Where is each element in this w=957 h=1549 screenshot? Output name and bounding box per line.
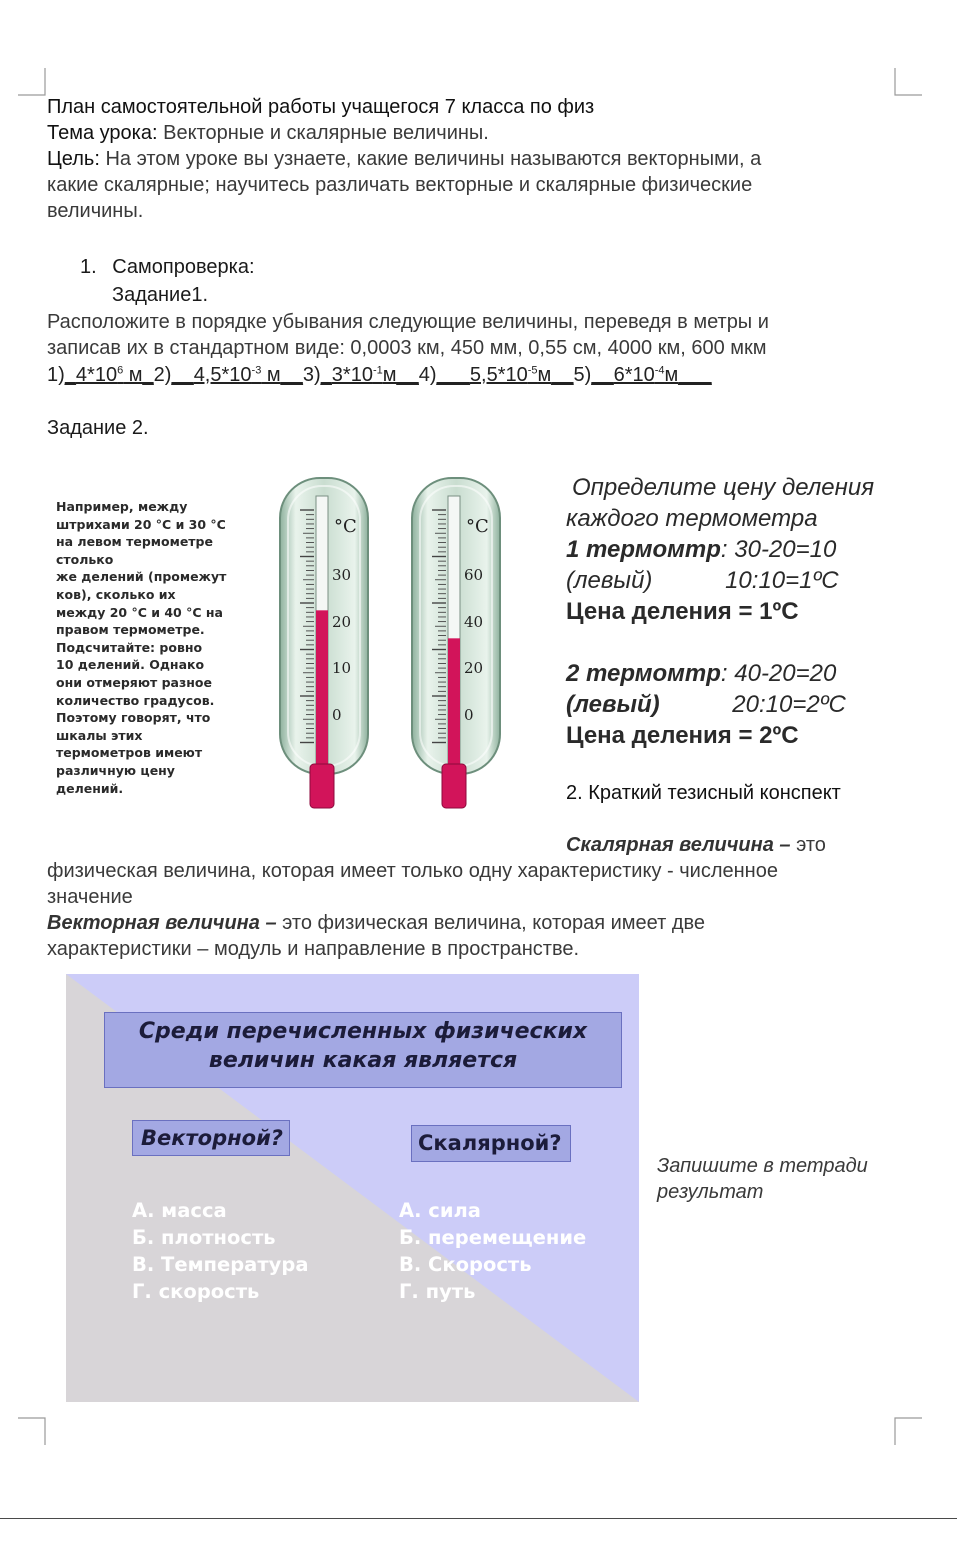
write-result-line1: Запишите в тетради xyxy=(657,1155,868,1177)
write-result-note xyxy=(657,1153,868,1205)
scalar-label: Скалярной? xyxy=(418,1131,562,1155)
thermo-tick-label: 0 xyxy=(464,706,474,724)
thermometer-2-side: (левый) xyxy=(566,691,660,718)
solution-line1: Определите цену деления xyxy=(572,474,875,501)
crop-mark-bottom-left xyxy=(18,1416,48,1446)
thermometer-note xyxy=(56,498,256,797)
header-block xyxy=(47,94,907,224)
answer-3-prefix: 3) xyxy=(302,364,321,386)
note-line: Например, между xyxy=(56,499,188,514)
note-line: столько xyxy=(56,551,114,567)
thermo-tick-label: 30 xyxy=(332,566,352,584)
quiz-slide xyxy=(66,974,639,1402)
thermometer-2-formula: : 40-20=20 xyxy=(720,660,837,687)
list-item: В. Скорость xyxy=(399,1253,532,1276)
answer-1-prefix: 1) xyxy=(47,364,65,386)
answer-3-value: 3*10 xyxy=(331,364,373,386)
thermometer-1-price: Цена деления = 1ºC xyxy=(566,598,799,625)
selfcheck-number: 1. xyxy=(80,256,97,278)
note-line: между 20 °С и 40 °С на xyxy=(56,604,223,620)
solution-block xyxy=(566,472,946,751)
thermo-mercury-column xyxy=(448,638,460,768)
note-line: термометров имеют xyxy=(56,745,203,761)
thermometer-1-formula: : 30-20=10 xyxy=(720,536,837,563)
thermometer-right xyxy=(402,472,512,812)
answer-4-value: 5,5*10 xyxy=(469,364,528,386)
vector-term: Векторная величина – xyxy=(47,912,277,934)
answer-5-prefix: 5) xyxy=(573,364,592,386)
thermometer-1-expr xyxy=(566,534,946,565)
scalar-definition-line2: физическая величина, которая имеет только одну характеристику - численное xyxy=(47,860,778,882)
note-line: они отмеряют разное xyxy=(56,674,212,690)
answer-2-exp: -3 xyxy=(251,364,262,377)
answer-5-value: 6*10 xyxy=(613,364,655,386)
quiz-question xyxy=(104,1017,622,1075)
note-line: ков), сколько их xyxy=(56,586,176,602)
thermometer-1-division: 10:10=1ºC xyxy=(725,567,839,594)
thermometer-2-calc xyxy=(566,689,946,720)
goal-text-line2: какие скалярные; научитесь различать векторные и скалярные физические xyxy=(47,174,753,196)
task1-line2: записав их в стандартном виде: 0,0003 км, 450 мм, 0,55 см, 4000 км, 600 мкм xyxy=(47,337,767,359)
scalar-definition-line1 xyxy=(47,832,927,858)
write-result-line2: результат xyxy=(657,1181,764,1203)
scalar-def-start: это xyxy=(790,834,826,856)
thermo-bulb xyxy=(442,764,466,808)
thermometer-1-side: (левый) xyxy=(566,567,653,594)
scalar-definition-line3: значение xyxy=(47,886,133,908)
thermo-tick-label: 20 xyxy=(464,659,484,677)
thermo-tick-label: 20 xyxy=(332,613,352,631)
thermometer-2-label: 2 термомтр xyxy=(566,660,721,687)
answer-1-value: 4*10 xyxy=(75,364,118,386)
answer-3-exp: -1 xyxy=(372,364,383,377)
answer-1-exp: 6 xyxy=(117,364,124,377)
list-item: А. сила xyxy=(399,1199,481,1222)
task2-title: Задание 2. xyxy=(47,417,149,439)
list-item: А. масса xyxy=(132,1199,227,1222)
thermometer-1-label: 1 термомтр xyxy=(566,536,721,563)
note-line: 10 делений. Однако xyxy=(56,657,205,673)
answer-2-unit: м xyxy=(261,364,281,386)
note-line: правом термометре. xyxy=(56,622,205,638)
note-line: же делений (промежут xyxy=(56,569,227,585)
list-item: Г. путь xyxy=(399,1280,476,1303)
answer-1-unit: м xyxy=(123,364,143,386)
summary-definitions xyxy=(47,832,927,962)
crop-mark-bottom-right xyxy=(893,1416,923,1446)
thermometer-left xyxy=(270,472,380,812)
thermo-tick-label: 60 xyxy=(464,566,484,584)
goal-text-line3: величины. xyxy=(47,200,144,222)
answer-4-prefix: 4) xyxy=(418,364,437,386)
note-line: количество градусов. xyxy=(56,692,215,708)
vector-definition-line1 xyxy=(47,910,927,936)
bottom-divider xyxy=(0,1518,957,1519)
answer-3-unit: м xyxy=(382,364,397,386)
thermo-tick-label: 10 xyxy=(332,659,352,677)
task1-line1: Расположите в порядке убывания следующие величины, переведя в метры и xyxy=(47,311,769,333)
vector-definition-line2: характеристики – модуль и направление в пространстве. xyxy=(47,938,580,960)
solution-line2: каждого термометра xyxy=(566,505,818,532)
note-line: Поэтому говорят, что xyxy=(56,710,211,726)
summary-title: 2. Краткий тезисный конспект xyxy=(566,782,841,804)
selfcheck-heading xyxy=(80,254,255,280)
list-item: Б. перемещение xyxy=(399,1226,587,1249)
thermo-unit: °C xyxy=(466,516,489,537)
note-line: шкалы этих xyxy=(56,727,143,743)
answer-2-value: 4,5*10 xyxy=(193,364,252,386)
thermometer-2-price: Цена деления = 2ºC xyxy=(566,722,799,749)
vector-label: Векторной? xyxy=(141,1126,283,1150)
note-line: делений. xyxy=(56,780,124,796)
task1-answers: $1)\_4*10^6$ $м\_2)\_\_4,5*10^{-3}$ $м\_\_3)\_3*10^{-1}м\_\_4)\_\_\_5,5*10^{-5}м\_\_5)\_\_6*10^{-4}м\_\_\_$ xyxy=(47,364,712,386)
thermo-unit: °C xyxy=(334,516,357,537)
quiz-question-line1: Среди перечисленных физических xyxy=(138,1019,588,1044)
thermo-tick-label: 40 xyxy=(464,613,484,631)
note-line: различную цену xyxy=(56,762,175,778)
scalar-label-box xyxy=(411,1125,571,1162)
thermometer-2-division: 20:10=2ºC xyxy=(732,691,846,718)
thermometer-2-expr xyxy=(566,658,946,689)
list-item: Б. плотность xyxy=(132,1226,276,1249)
list-item: В. Температура xyxy=(132,1253,309,1276)
vector-def-line1: это физическая величина, которая имеет две xyxy=(276,912,706,934)
lesson-topic xyxy=(47,120,907,146)
vector-label-box xyxy=(132,1120,290,1156)
task1-title: Задание1. xyxy=(112,284,209,306)
crop-mark-top-left xyxy=(18,68,48,98)
note-line: Подсчитайте: ровно xyxy=(56,639,203,655)
thermo-bulb xyxy=(310,764,334,808)
thermometer-1-calc xyxy=(566,565,946,596)
vector-options-list xyxy=(132,1197,308,1305)
thermo-mercury-column xyxy=(316,610,328,768)
goal-label: Цель: xyxy=(47,148,100,170)
answer-5-unit: м xyxy=(664,364,679,386)
list-item: Г. скорость xyxy=(132,1280,260,1303)
quiz-question-line2: величин какая является xyxy=(208,1048,518,1073)
goal-text-line1: На этом уроке вы узнаете, какие величины называются векторными, а xyxy=(105,148,762,170)
scalar-term: Скалярная величина – xyxy=(566,834,791,856)
thermo-tick-label: 0 xyxy=(332,706,342,724)
answer-4-exp: -5 xyxy=(527,364,538,377)
selfcheck-title: Самопроверка: xyxy=(112,256,255,278)
note-line: штрихами 20 °С и 30 °С xyxy=(56,516,226,532)
answer-5-exp: -4 xyxy=(654,364,665,377)
topic-value: Векторные и скалярные величины. xyxy=(163,122,489,144)
scalar-options-list xyxy=(399,1197,586,1305)
topic-label: Тема урока: xyxy=(47,122,158,144)
answer-2-prefix: 2) xyxy=(153,364,172,386)
page-title: План самостоятельной работы учащегося 7 класса по физ xyxy=(47,96,595,118)
lesson-goal xyxy=(47,146,907,172)
note-line: на левом термометре xyxy=(56,534,213,550)
answer-4-unit: м xyxy=(537,364,552,386)
